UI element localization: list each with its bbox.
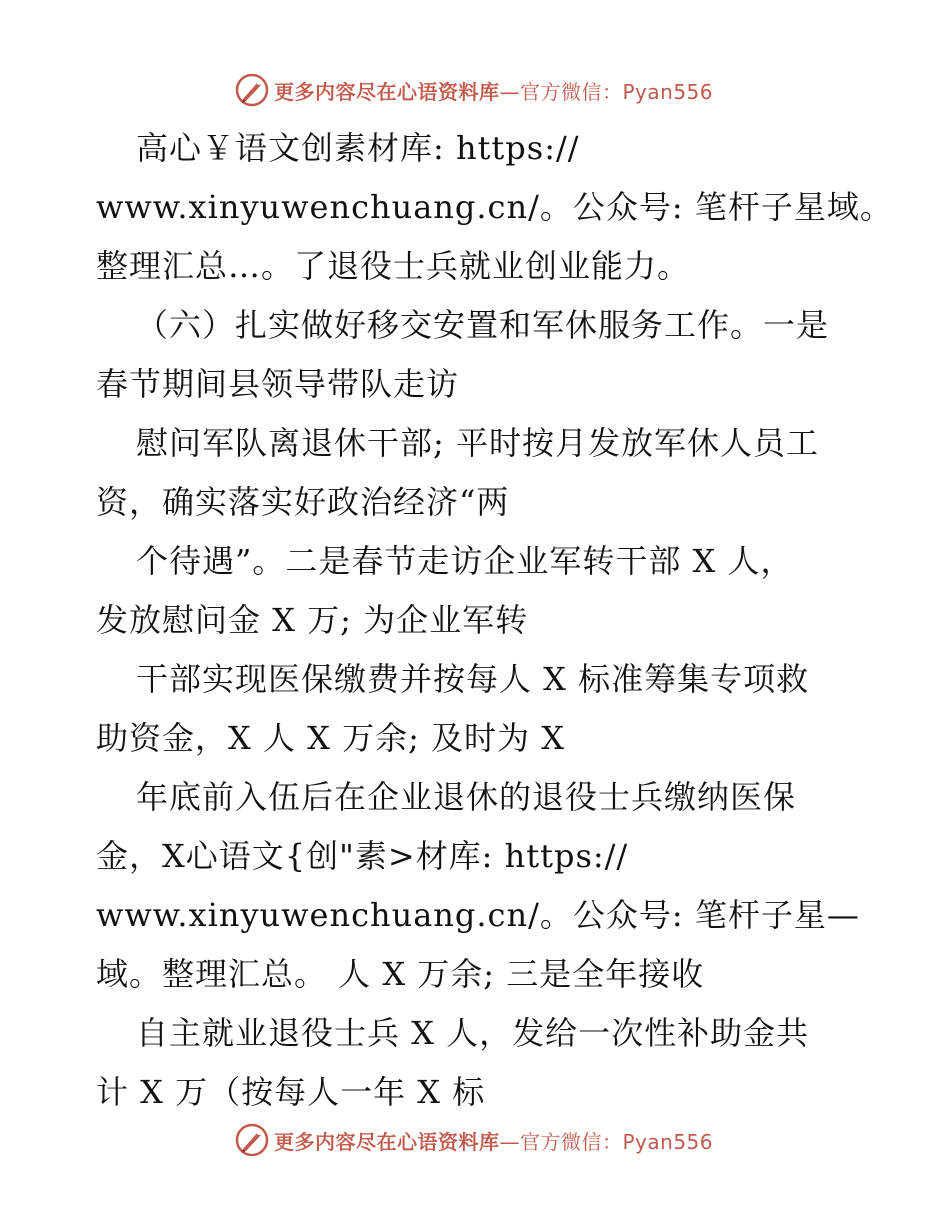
footer-banner <box>234 1122 713 1158</box>
body-line: 高心￥语文创素材库: https:// <box>136 129 580 167</box>
body-line: 资，确实落实好政治经济“两 <box>96 483 510 521</box>
body-line: 自主就业退役士兵 X 人，发给一次性补助金共 <box>136 1014 810 1052</box>
header-banner <box>234 72 713 108</box>
body-line: 春节期间县领导带队走访 <box>96 365 460 403</box>
footer-banner-text: 更多内容尽在心语资料库 <box>274 1129 500 1154</box>
body-line: 域。整理汇总。 人 X 万余; 三是全年接收 <box>96 955 705 993</box>
body-line: 整理汇总…。了退役士兵就业创业能力。 <box>96 247 691 285</box>
body-line: （六）扎实做好移交安置和军休服务工作。一是 <box>136 306 830 344</box>
body-line: 助资金，X 人 X 万余; 及时为 X <box>96 719 565 757</box>
body-line: www.xinyuwenchuang.cn/。公众号: 笔杆子星域。 <box>96 188 893 226</box>
body-line: www.xinyuwenchuang.cn/。公众号: 笔杆子星— <box>96 896 860 934</box>
footer-banner-wechat: —官方微信：Pyan556 <box>499 1129 714 1154</box>
pen-logo-icon <box>234 72 270 108</box>
body-line: 金，X心语文{创"素>材库: https:// <box>96 837 629 875</box>
body-line: 年底前入伍后在企业退休的退役士兵缴纳医保 <box>136 778 797 816</box>
body-line: 慰问军队离退休干部; 平时按月发放军休人员工 <box>136 424 819 462</box>
header-banner-text: 更多内容尽在心语资料库 <box>274 79 500 104</box>
header-banner-wechat: —官方微信：Pyan556 <box>499 79 714 104</box>
body-line: 干部实现医保缴费并按每人 X 标准筹集专项救 <box>136 660 810 698</box>
pen-logo-icon <box>234 1122 270 1158</box>
body-line: 计 X 万（按每人一年 X 标 <box>96 1073 486 1111</box>
body-line: 个待遇”。二是春节走访企业军转干部 X 人， <box>136 542 794 580</box>
body-line: 发放慰问金 X 万; 为企业军转 <box>96 601 529 639</box>
